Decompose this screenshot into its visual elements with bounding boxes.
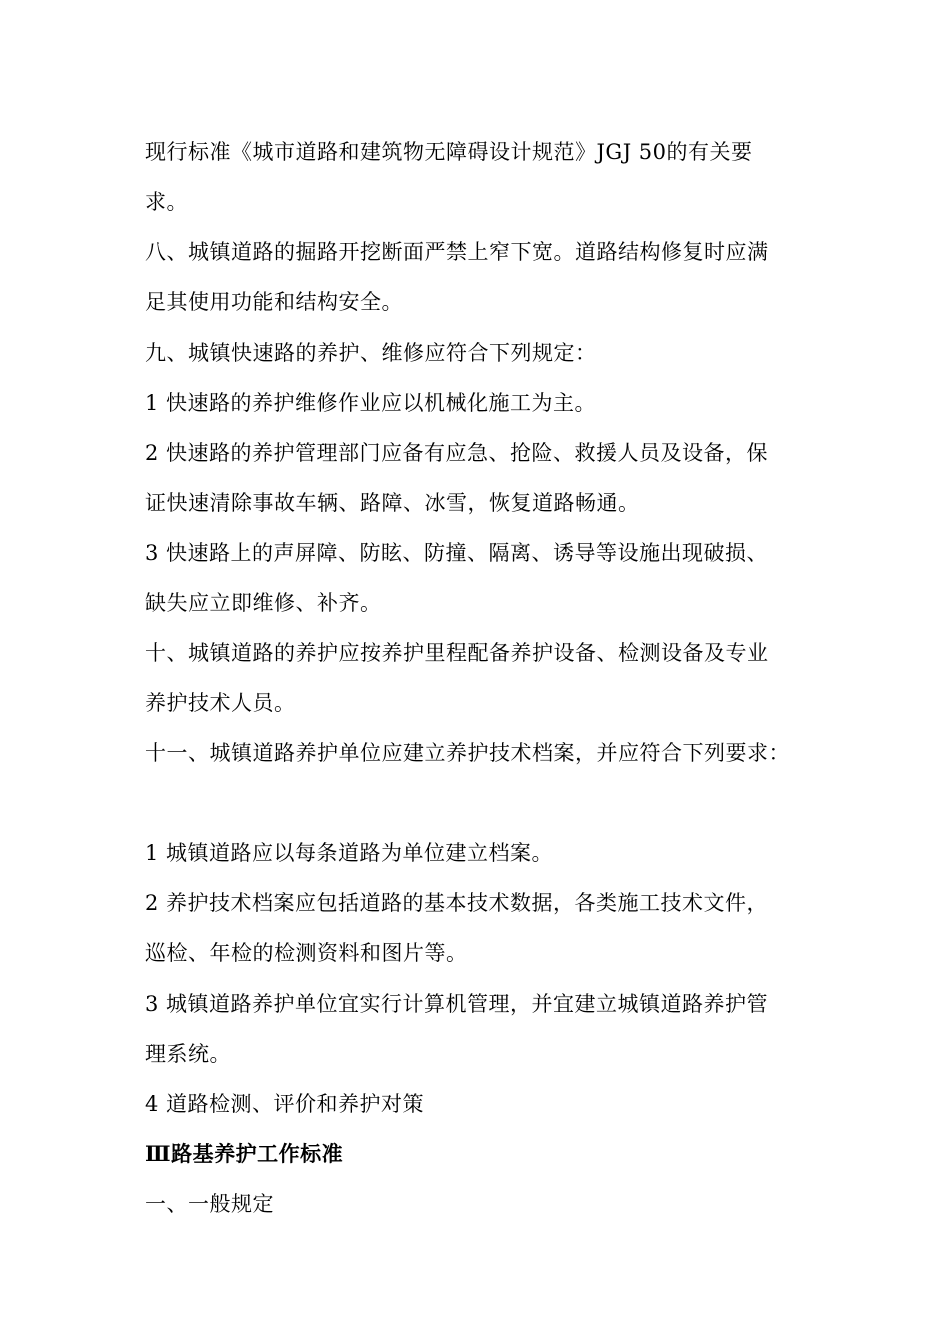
text-line: 2 快速路的养护管理部门应备有应急、抢险、救援人员及设备，保 — [145, 441, 769, 465]
text-line: 足其使用功能和结构安全。 — [145, 290, 403, 314]
text-line: 养护技术人员。 — [145, 691, 296, 715]
text-line: 十、城镇道路的养护应按养护里程配备养护设备、检测设备及专业 — [145, 641, 769, 665]
text-line: 十一、城镇道路养护单位应建立养护技术档案，并应符合下列要求： — [145, 741, 790, 765]
section-heading: Ⅲ路基养护工作标准 — [145, 1141, 344, 1166]
text-line: 证快速清除事故车辆、路障、冰雪，恢复道路畅通。 — [145, 491, 640, 515]
text-line: 1 快速路的养护维修作业应以机械化施工为主。 — [145, 391, 597, 415]
text-line: 理系统。 — [145, 1042, 231, 1066]
subheading: 一、一般规定 — [145, 1192, 274, 1216]
text-line: 巡检、年检的检测资料和图片等。 — [145, 941, 468, 965]
text-line: 3 城镇道路养护单位宜实行计算机管理，并宜建立城镇道路养护管 — [145, 992, 769, 1016]
text-line: 九、城镇快速路的养护、维修应符合下列规定： — [145, 341, 597, 365]
text-line: 求。 — [145, 190, 188, 214]
text-line: 缺失应立即维修、补齐。 — [145, 591, 382, 615]
text-line: 1 城镇道路应以每条道路为单位建立档案。 — [145, 841, 554, 865]
text-line: 现行标准《城市道路和建筑物无障碍设计规范》JGJ 50的有关要 — [145, 140, 753, 164]
text-line: 八、城镇道路的掘路开挖断面严禁上窄下宽。道路结构修复时应满 — [145, 240, 769, 264]
text-line: 4 道路检测、评价和养护对策 — [145, 1092, 425, 1116]
text-line: 2 养护技术档案应包括道路的基本技术数据，各类施工技术文件， — [145, 891, 769, 915]
text-line: 3 快速路上的声屏障、防眩、防撞、隔离、诱导等设施出现破损、 — [145, 541, 769, 565]
